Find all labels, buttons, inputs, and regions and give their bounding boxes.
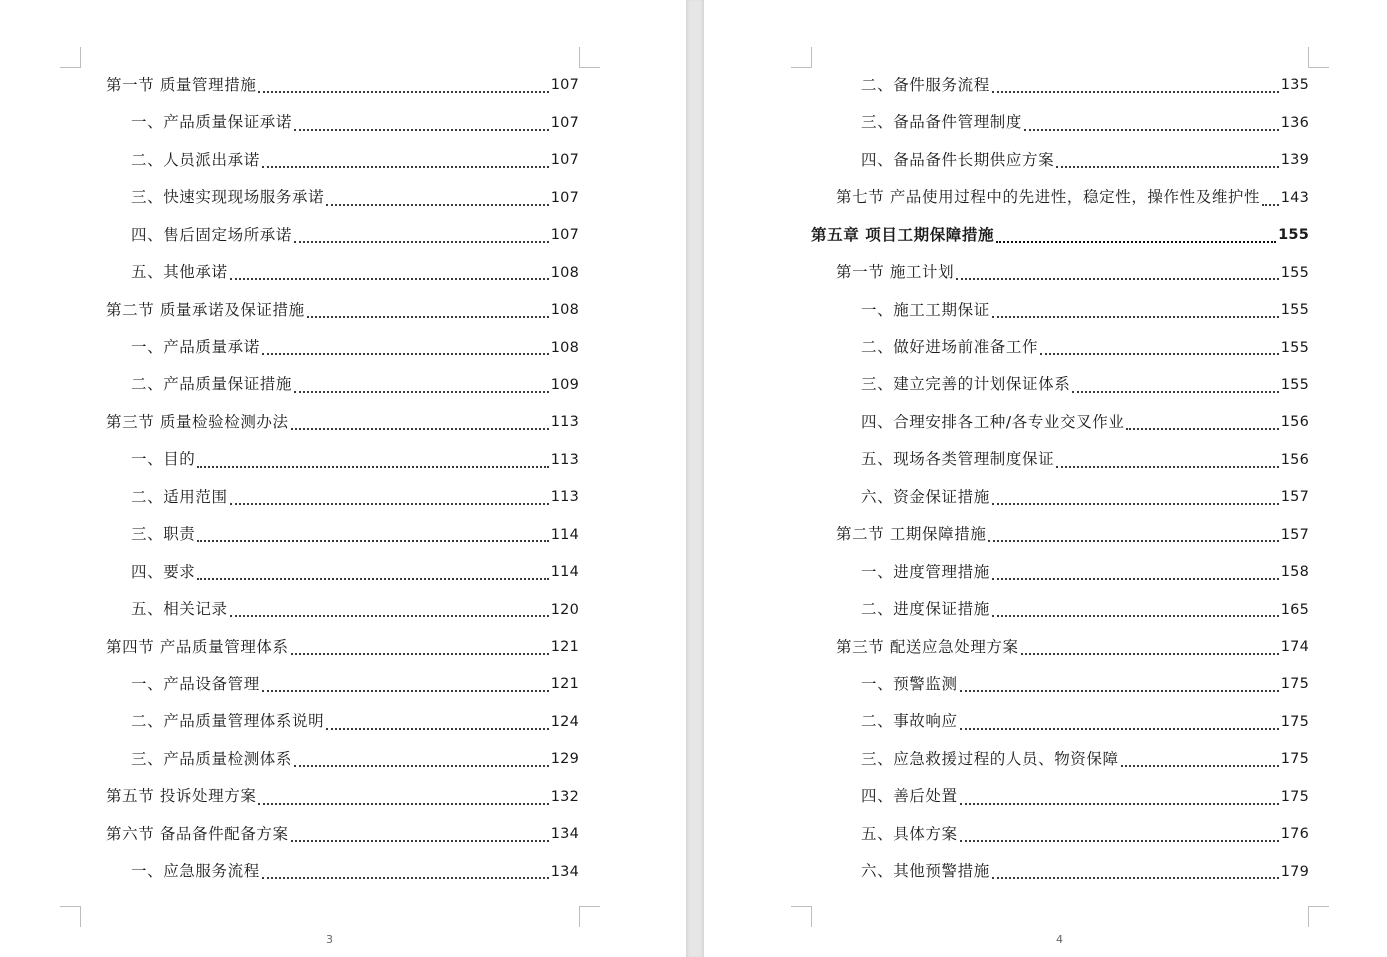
toc-entry-page: 114: [550, 564, 579, 581]
toc-entry[interactable]: [106, 816, 579, 853]
toc-entry[interactable]: [811, 142, 1309, 179]
dot-leader: [326, 727, 549, 730]
dot-leader: [197, 465, 548, 468]
toc-entry-title: 五、现场各类管理制度保证: [861, 450, 1055, 469]
toc-entry-page: 108: [550, 302, 579, 319]
toc-entry[interactable]: [106, 404, 579, 441]
toc-entry-page: 139: [1280, 152, 1309, 169]
toc-entry-title: 第三节 质量检验检测办法: [106, 412, 289, 431]
toc-entry-page: 113: [550, 414, 579, 431]
crop-mark: [1308, 906, 1329, 927]
toc-entry-page: 108: [550, 339, 579, 356]
toc-entry-page: 143: [1280, 189, 1309, 206]
toc-entry[interactable]: [811, 329, 1309, 366]
toc-entry-page: 155: [1280, 264, 1309, 281]
dot-leader: [230, 277, 549, 280]
toc-entry-page: 176: [1280, 826, 1309, 843]
page-number: 3: [326, 933, 333, 946]
toc-entry-title: 三、快速实现现场服务承诺: [131, 188, 325, 207]
toc-chapter-entry[interactable]: [811, 217, 1309, 254]
toc-entry-title: 三、产品质量检测体系: [131, 749, 293, 768]
dot-leader: [992, 614, 1279, 617]
dot-leader: [294, 128, 549, 131]
toc-entry[interactable]: [811, 292, 1309, 329]
toc-entry-title: 二、事故响应: [861, 712, 958, 731]
toc-entry-page: 135: [1280, 77, 1309, 94]
document-page-left: [0, 0, 686, 957]
toc-entry-title: 一、进度管理措施: [861, 562, 990, 581]
toc-entry[interactable]: [811, 778, 1309, 815]
toc-entry[interactable]: [106, 516, 579, 553]
toc-entry[interactable]: [811, 853, 1309, 890]
toc-entry-page: 129: [550, 751, 579, 768]
toc-entry-title: 二、备件服务流程: [861, 75, 990, 94]
toc-entry[interactable]: [106, 853, 579, 890]
toc-entry-title: 二、人员派出承诺: [131, 150, 260, 169]
toc-entry-title: 第七节 产品使用过程中的先进性，稳定性，操作性及维护性: [836, 188, 1261, 207]
dot-leader: [294, 390, 549, 393]
dot-leader: [291, 427, 549, 430]
toc-entry-page: 179: [1280, 863, 1309, 880]
dot-leader: [992, 502, 1279, 505]
toc-entry-title: 一、施工工期保证: [861, 300, 990, 319]
toc-entry-title: 一、产品设备管理: [131, 674, 260, 693]
toc-entry[interactable]: [106, 591, 579, 628]
toc-entry-page: 108: [550, 264, 579, 281]
toc-entry[interactable]: [106, 179, 579, 216]
toc-entry[interactable]: [106, 441, 579, 478]
toc-entry-title: 一、目的: [131, 450, 196, 469]
toc-entry-page: 132: [550, 788, 579, 805]
toc-entry-title: 五、相关记录: [131, 600, 228, 619]
toc-entry[interactable]: [811, 367, 1309, 404]
toc-entry[interactable]: [811, 67, 1309, 104]
toc-entry-page: 124: [550, 713, 579, 730]
dot-leader: [262, 352, 549, 355]
toc-entry-page: 158: [1280, 564, 1309, 581]
toc-entry-title: 一、产品质量承诺: [131, 338, 260, 357]
toc-entry[interactable]: [106, 554, 579, 591]
toc-entry[interactable]: [106, 104, 579, 141]
toc-entry[interactable]: [811, 404, 1309, 441]
toc-entry[interactable]: [106, 703, 579, 740]
table-of-contents: [106, 67, 579, 891]
crop-mark: [579, 47, 600, 68]
toc-entry-page: 157: [1280, 526, 1309, 543]
crop-mark: [60, 906, 81, 927]
dot-leader: [291, 652, 549, 655]
toc-entry-page: 155: [1280, 302, 1309, 319]
dot-leader: [988, 539, 1278, 542]
toc-entry-page: 156: [1280, 451, 1309, 468]
dot-leader: [960, 727, 1279, 730]
toc-entry-page: 175: [1280, 751, 1309, 768]
toc-entry[interactable]: [811, 516, 1309, 553]
toc-entry[interactable]: [811, 629, 1309, 666]
toc-entry-page: 109: [550, 376, 579, 393]
crop-mark: [60, 47, 81, 68]
dot-leader: [1121, 764, 1279, 767]
toc-entry[interactable]: [811, 254, 1309, 291]
toc-entry[interactable]: [106, 367, 579, 404]
dot-leader: [1040, 352, 1279, 355]
toc-entry[interactable]: [106, 479, 579, 516]
toc-entry-title: 二、产品质量保证措施: [131, 375, 293, 394]
toc-entry-page: 107: [550, 227, 579, 244]
page-number: 4: [1056, 933, 1063, 946]
toc-entry-page: 121: [550, 639, 579, 656]
dot-leader: [262, 689, 549, 692]
toc-entry-page: 174: [1280, 639, 1309, 656]
toc-entry-title: 第二节 质量承诺及保证措施: [106, 300, 305, 319]
toc-entry-page: 175: [1280, 676, 1309, 693]
toc-entry[interactable]: [106, 629, 579, 666]
toc-entry-title: 第五节 投诉处理方案: [106, 787, 257, 806]
dot-leader: [992, 90, 1279, 93]
dot-leader: [992, 577, 1279, 580]
crop-mark: [1308, 47, 1329, 68]
toc-entry-page: 134: [550, 826, 579, 843]
toc-entry-title: 第四节 产品质量管理体系: [106, 637, 289, 656]
dot-leader: [307, 315, 549, 318]
dot-leader: [197, 577, 548, 580]
toc-entry-page: 107: [550, 189, 579, 206]
crop-mark: [579, 906, 600, 927]
toc-entry-title: 第二节 工期保障措施: [836, 525, 987, 544]
toc-entry-title: 第五章 项目工期保障措施: [811, 225, 995, 244]
toc-entry-page: 134: [550, 863, 579, 880]
page-gutter: [686, 0, 704, 957]
table-of-contents: [811, 67, 1309, 891]
toc-entry-page: 107: [550, 77, 579, 94]
toc-entry[interactable]: [106, 741, 579, 778]
toc-entry-page: 155: [1278, 227, 1309, 244]
toc-entry[interactable]: [811, 441, 1309, 478]
dot-leader: [1262, 203, 1279, 206]
dot-leader: [291, 839, 549, 842]
toc-entry-title: 一、应急服务流程: [131, 862, 260, 881]
dot-leader: [992, 315, 1279, 318]
toc-entry-title: 第一节 质量管理措施: [106, 75, 257, 94]
toc-entry[interactable]: [106, 142, 579, 179]
crop-mark: [791, 906, 812, 927]
toc-entry[interactable]: [811, 666, 1309, 703]
toc-entry-title: 二、进度保证措施: [861, 600, 990, 619]
dot-leader: [262, 165, 549, 168]
dot-leader: [294, 764, 549, 767]
dot-leader: [1126, 427, 1278, 430]
dot-leader: [960, 839, 1279, 842]
dot-leader: [1021, 652, 1279, 655]
dot-leader: [1024, 128, 1279, 131]
toc-entry-title: 二、做好进场前准备工作: [861, 338, 1039, 357]
document-page-right: [704, 0, 1387, 957]
toc-entry[interactable]: [811, 179, 1309, 216]
toc-entry-title: 第三节 配送应急处理方案: [836, 637, 1019, 656]
toc-entry[interactable]: [106, 778, 579, 815]
toc-entry-title: 四、要求: [131, 562, 196, 581]
toc-entry-title: 三、建立完善的计划保证体系: [861, 375, 1071, 394]
toc-entry-title: 一、产品质量保证承诺: [131, 113, 293, 132]
toc-entry-page: 114: [550, 526, 579, 543]
toc-entry-page: 155: [1280, 376, 1309, 393]
toc-entry-title: 第六节 备品备件配备方案: [106, 824, 289, 843]
toc-entry-title: 一、预警监测: [861, 674, 958, 693]
toc-entry-page: 120: [550, 601, 579, 618]
dot-leader: [294, 240, 549, 243]
toc-entry-page: 175: [1280, 788, 1309, 805]
toc-entry[interactable]: [811, 816, 1309, 853]
toc-entry[interactable]: [811, 703, 1309, 740]
toc-entry-page: 157: [1280, 489, 1309, 506]
dot-leader: [258, 802, 548, 805]
toc-entry-title: 五、其他承诺: [131, 263, 228, 282]
toc-entry-page: 156: [1280, 414, 1309, 431]
toc-entry-title: 四、售后固定场所承诺: [131, 225, 293, 244]
toc-entry[interactable]: [811, 479, 1309, 516]
dot-leader: [992, 876, 1279, 879]
dot-leader: [1056, 165, 1279, 168]
toc-entry[interactable]: [106, 666, 579, 703]
dot-leader: [230, 614, 549, 617]
toc-entry-title: 三、应急救援过程的人员、物资保障: [861, 749, 1119, 768]
dot-leader: [1072, 390, 1278, 393]
toc-entry-page: 113: [550, 489, 579, 506]
toc-entry[interactable]: [106, 329, 579, 366]
toc-entry-page: 175: [1280, 713, 1309, 730]
toc-entry-page: 136: [1280, 114, 1309, 131]
toc-entry-title: 二、适用范围: [131, 487, 228, 506]
toc-entry-title: 四、合理安排各工种/各专业交叉作业: [861, 412, 1125, 431]
toc-entry[interactable]: [811, 104, 1309, 141]
dot-leader: [996, 240, 1276, 243]
dot-leader: [197, 539, 548, 542]
toc-entry-title: 第一节 施工计划: [836, 263, 955, 282]
toc-entry-title: 四、备品备件长期供应方案: [861, 150, 1055, 169]
toc-entry-page: 121: [550, 676, 579, 693]
dot-leader: [262, 876, 549, 879]
toc-entry-page: 113: [550, 451, 579, 468]
toc-entry-title: 三、备品备件管理制度: [861, 113, 1023, 132]
dot-leader: [230, 502, 549, 505]
toc-entry[interactable]: [106, 254, 579, 291]
toc-entry-page: 165: [1280, 601, 1309, 618]
dot-leader: [1056, 465, 1279, 468]
dot-leader: [258, 90, 548, 93]
toc-entry[interactable]: [106, 67, 579, 104]
toc-entry-title: 四、善后处置: [861, 787, 958, 806]
dot-leader: [960, 802, 1279, 805]
toc-entry-page: 107: [550, 114, 579, 131]
toc-entry[interactable]: [106, 292, 579, 329]
dot-leader: [956, 277, 1278, 280]
toc-entry-title: 六、其他预警措施: [861, 862, 990, 881]
crop-mark: [791, 47, 812, 68]
toc-entry[interactable]: [811, 591, 1309, 628]
toc-entry-page: 107: [550, 152, 579, 169]
dot-leader: [960, 689, 1279, 692]
toc-entry[interactable]: [811, 554, 1309, 591]
toc-entry-title: 六、资金保证措施: [861, 487, 990, 506]
toc-entry-title: 二、产品质量管理体系说明: [131, 712, 325, 731]
toc-entry-title: 三、职责: [131, 525, 196, 544]
toc-entry[interactable]: [811, 741, 1309, 778]
toc-entry-title: 五、具体方案: [861, 824, 958, 843]
toc-entry[interactable]: [106, 217, 579, 254]
dot-leader: [326, 203, 549, 206]
toc-entry-page: 155: [1280, 339, 1309, 356]
